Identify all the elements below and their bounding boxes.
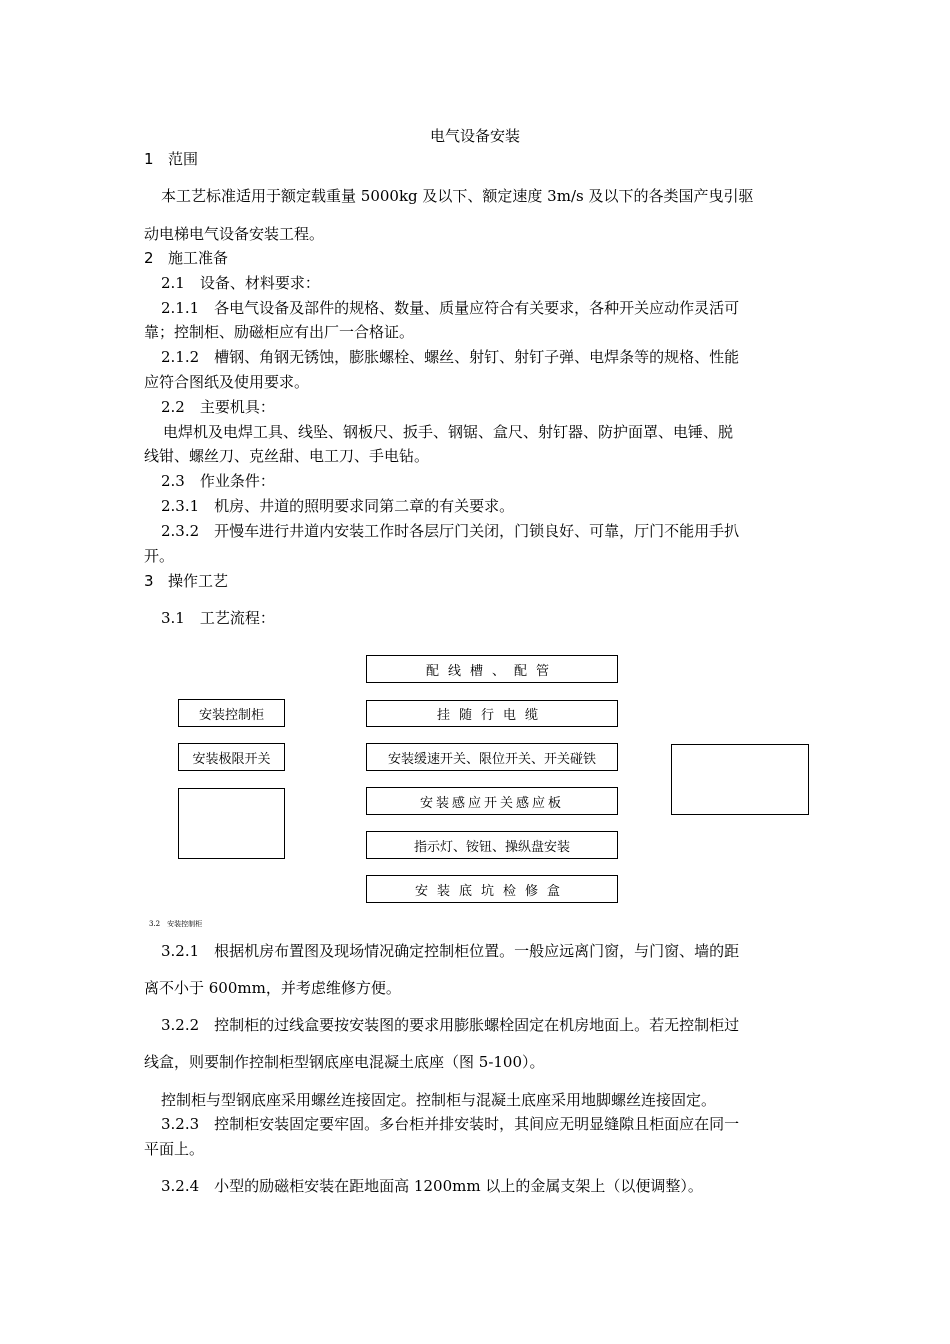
section-3-2-2-line2: 线盒，则要制作控制柜型钢底座电混凝土底座（图 5-100）。 xyxy=(144,1053,545,1071)
section-3-2-2-line1: 3.2.2 控制柜的过线盒要按安装图的要求用膨胀螺栓固定在机房地面上。若无控制柜过 xyxy=(161,1016,740,1034)
flow-box-traveling-cable xyxy=(366,700,618,727)
flow-label: 配线槽、配管 xyxy=(425,663,558,679)
flow-label: 安装极限开关 xyxy=(192,751,271,767)
flow-box-sensor-plate xyxy=(366,787,618,815)
section-2-2: 2.2 主要机具： xyxy=(161,398,275,416)
section-2-2-line2: 线钳、螺丝刀、克丝甜、电工刀、手电钻。 xyxy=(144,447,430,465)
flow-label: 安装底坑检修盒 xyxy=(414,883,569,899)
section-3-2-4: 3.2.4 小型的励磁柜安装在距地面高 1200mm 以上的金属支架上（以便调整）。 xyxy=(161,1177,703,1195)
section-1-para-line2: 动电梯电气设备安装工程。 xyxy=(144,225,325,243)
flow-box-indicator-buttons xyxy=(366,831,618,859)
flow-box-wiring-duct xyxy=(366,655,618,683)
section-2-3-2-line2: 开。 xyxy=(144,547,175,565)
section-2-1-2-line2: 应符合图纸及使用要求。 xyxy=(144,373,310,391)
flow-box-control-cabinet xyxy=(178,699,285,727)
section-2-1-1-line1: 2.1.1 各电气设备及部件的规格、数量、质量应符合有关要求，各种开关应动作灵活可 xyxy=(161,299,740,317)
section-2-heading: 施工准备 xyxy=(168,249,229,267)
section-3-2-small-heading: 3.2 安装控制柜 xyxy=(149,920,203,928)
document-title: 电气设备安装 xyxy=(429,127,520,145)
flow-box-empty-left xyxy=(178,788,285,859)
flow-label: 安装控制柜 xyxy=(198,707,264,723)
section-3-heading: 操作工艺 xyxy=(168,572,229,590)
section-2-1-2-line1: 2.1.2 槽钢、角钢无锈蚀，膨胀螺栓、螺丝、射钉、射钉子弹、电焊条等的规格、性能 xyxy=(161,348,740,366)
section-2-2-line1: 电焊机及电焊工具、线坠、钢板尺、扳手、钢锯、盒尺、射钉器、防护面罩、电锤、脱 xyxy=(163,423,734,441)
section-1-number: 1 xyxy=(144,150,154,168)
flow-label: 安装缓速开关、限位开关、开关碰铁 xyxy=(387,751,596,767)
section-2-3: 2.3 作业条件： xyxy=(161,472,275,490)
section-2-3-2-line1: 2.3.2 开慢车进行井道内安装工作时各层厅门关闭，门锁良好、可靠，厅门不能用手扒 xyxy=(161,522,740,540)
flow-label: 指示灯、铵钮、操纵盘安装 xyxy=(413,839,570,855)
flow-box-final-limit-switch xyxy=(178,743,285,771)
section-1-para-line1: 本工艺标准适用于额定载重量 5000kg 及以下、额定速度 3m/s 及以下的各类国产曳引驱 xyxy=(161,187,754,205)
flow-box-limit-switches xyxy=(366,743,618,771)
flow-label: 安装感应开关感应板 xyxy=(419,795,564,811)
flow-label: 挂随行电缆 xyxy=(436,708,547,723)
section-3-2-3-line1: 3.2.3 控制柜安装固定要牢固。多台柜并排安装时，其间应无明显缝隙且柜面应在同一 xyxy=(161,1115,740,1133)
section-2-3-1: 2.3.1 机房、井道的照明要求同第二章的有关要求。 xyxy=(161,497,515,515)
section-3-number: 3 xyxy=(144,572,154,590)
section-2-number: 2 xyxy=(144,249,154,267)
section-3-1: 3.1 工艺流程： xyxy=(161,609,275,627)
cabinet-fixing-para: 控制柜与型钢底座采用螺丝连接固定。控制柜与混凝土底座采用地脚螺丝连接固定。 xyxy=(161,1091,717,1109)
section-3-2-1-line1: 3.2.1 根据机房布置图及现场情况确定控制柜位置。一般应远离门窗，与门窗、墙的距 xyxy=(161,942,740,960)
section-3-2-1-line2: 离不小于 600mm，并考虑维修方便。 xyxy=(144,979,401,997)
section-1-heading: 范围 xyxy=(168,150,199,168)
section-2-1-1-line2: 靠；控制柜、励磁柜应有出厂一合格证。 xyxy=(144,323,415,341)
section-2-1: 2.1 设备、材料要求： xyxy=(161,274,320,292)
flow-box-empty-right xyxy=(671,744,809,815)
flow-box-pit-inspection xyxy=(366,875,618,903)
section-3-2-3-line2: 平面上。 xyxy=(144,1140,205,1158)
